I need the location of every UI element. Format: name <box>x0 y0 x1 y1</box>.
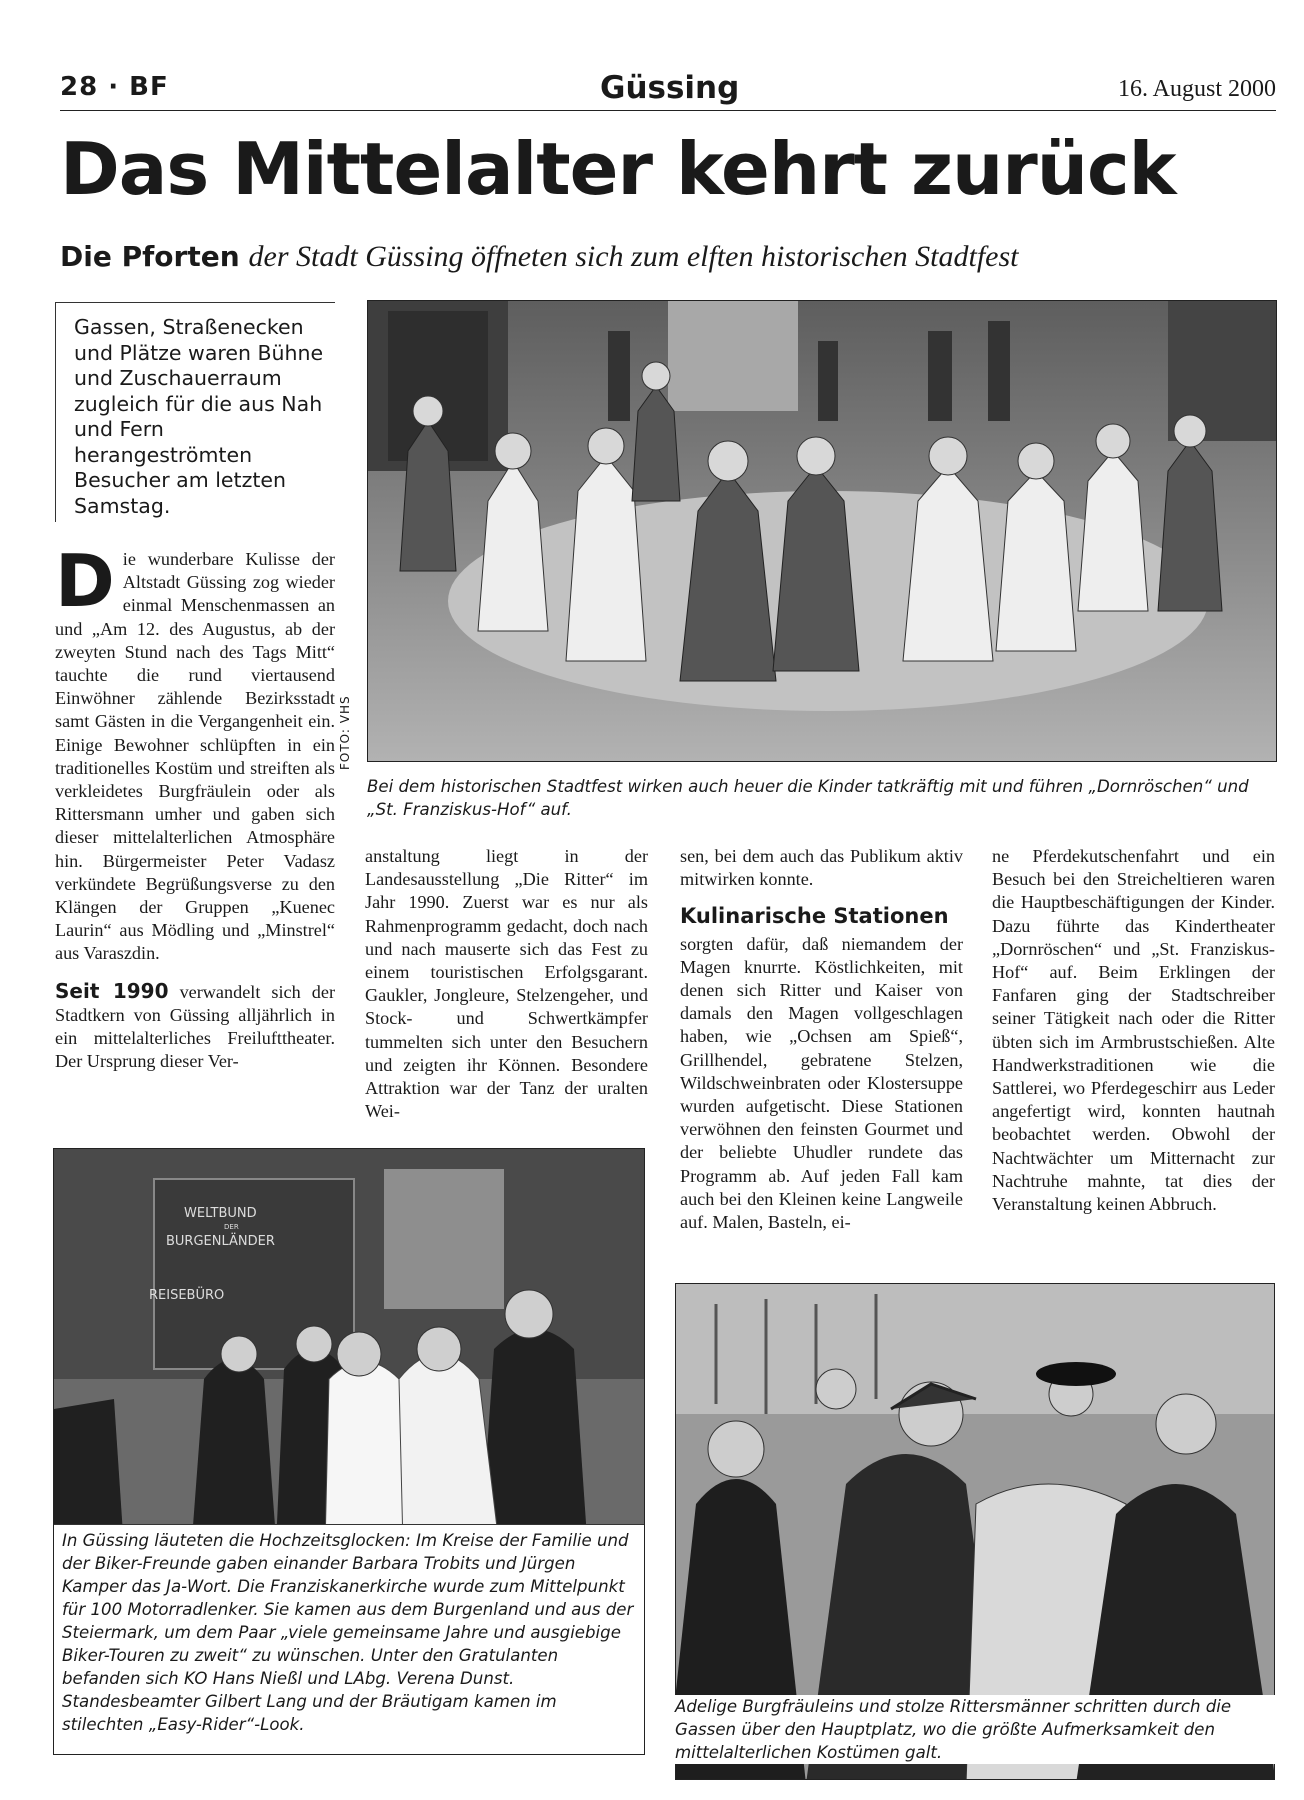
sign-line-2: DER <box>224 1223 239 1231</box>
drop-cap: D <box>55 539 115 623</box>
column-3-text: sorgten dafür, daß niemandem der Magen knurrte. Köstlichkeiten, mit denen sich Ritter und Kaiser von damals den Magen vollgeschlagen haben, wie „Ochsen am Spieß“, Grillhendel, gebratene Stelzen, Wildschweinbraten oder Klostersuppe wurden aufgetischt. Diese Stationen verwöhnen den feinsten Gourmet und der beliebte Uhudler rundete das Programm ab. Auf jeden Fall kam auch bei den Kleinen keine Langweile auf. Malen, Basteln, ei- <box>680 933 963 1233</box>
column-2-text: anstaltung liegt in der Landesausstellung „Die Ritter“ im Jahr 1990. Zuerst war es nur als Rahmenprogramm gedacht, doch nach und nach mauserte sich das Fest zu einem touristischen Erfolgsgarant. Gaukler, Jongleure, Stelzengeher, und Stock- und Schwertkämpfer tummelten sich unter den Besuchern und zeigten ihr Können. Besondere Attraktion war der Tanz der uralten Wei- <box>365 846 648 1122</box>
article-column-2 <box>365 845 648 1123</box>
section-title: Güssing <box>600 70 740 106</box>
page-number: 28 · BF <box>60 72 169 102</box>
sign-line-3: BURGENLÄNDER <box>166 1234 275 1249</box>
photo-credit: FOTO: VHS <box>338 695 352 770</box>
photo-top-caption: Bei dem historischen Stadtfest wirken auch heuer die Kinder tatkräftig mit und führen „Dornröschen“ und „St. Franziskus-Hof“ auf. <box>367 777 1249 819</box>
sign-line-4: REISEBÜRO <box>149 1288 225 1303</box>
subheadline <box>60 240 1276 274</box>
column-3-lead: sen, bei dem auch das Publikum aktiv mitwirken konnte. <box>680 846 963 890</box>
subhead-rest: der Stadt Güssing öffneten sich zum elften historischen Stadtfest <box>248 240 1019 273</box>
sign-line-1: WELTBUND <box>184 1206 257 1221</box>
article-column-4 <box>992 845 1275 1216</box>
section-heading: Kulinarische Stationen <box>680 904 949 929</box>
photo-nobles-caption: Adelige Burgfräuleins und stolze Rittersmänner schritten durch die Gassen über den Hauptplatz, wo die größte Aufmerksamkeit den mittelalterlichen Kostümen galt. <box>675 1695 1275 1764</box>
subhead-lead: Die Pforten <box>60 240 240 273</box>
paragraph-2-text: verwandelt sich der Stadtkern von Güssing alljährlich in ein mittelalterliches Freilufttheater. Der Ursprung dieser Ver- <box>55 981 335 1072</box>
headline: Das Mittelalter kehrt zurück <box>60 127 1176 211</box>
photo-wedding-caption: In Güssing läuteten die Hochzeitsglocken: Im Kreise der Familie und der Biker-Freunde gaben einander Barbara Trobits und Jürgen Kamper das Ja-Wort. Die Franziskanerkirche wurde zum Mittelpunkt für 100 Motorradlenker. Sie kamen aus dem Burgenland und aus der Steiermark, um dem Paar „viele gemeinsame Jahre und ausgiebige Biker-Touren zu zweit“ zu wünschen. Unter den Gratulanten befanden sich KO Hans Nießl und LAbg. Verena Dunst. Standesbeamter Gilbert Lang und der Bräutigam kamen im stilechten „Easy-Rider“-Look. <box>53 1524 645 1755</box>
article-column-3 <box>680 845 963 1234</box>
issue-date: 16. August 2000 <box>1117 76 1276 102</box>
photo-wedding <box>53 1148 645 1755</box>
article-column-1 <box>55 539 335 1073</box>
masthead <box>60 70 1276 111</box>
photo-children-dance <box>367 300 1277 762</box>
column-4-text: ne Pferdekutschenfahrt und ein Besuch bei den Streicheltieren waren die Hauptbeschäftigungen der Kinder. Dazu führte das Kindertheater „Dornröschen“ und „St. Franziskus-Hof“ auf. Beim Erklingen der Fanfaren ging der Stadtschreiber seiner Tätigkeit nach oder die Ritter übten sich im Armbrustschießen. Alte Handwerkstraditionen wie die Sattlerei, wo Pferdegeschirr aus Leder angefertigt wird, konnten hautnah beobachtet werden. Obwohl der Nachtwächter um Mitternacht zur Nachtruhe mahnte, tat dies der Veranstaltung keinen Abbruch. <box>992 846 1275 1215</box>
intro-box: Gassen, Straßenecken und Plätze waren Bühne und Zuschauerraum zugleich für die aus Nah und Fern herangeströmten Besucher am letzten Samstag. <box>55 302 335 522</box>
run-in-heading: Seit 1990 <box>55 978 169 1003</box>
paragraph-1 <box>55 539 335 966</box>
paragraph-2 <box>55 980 335 1074</box>
paragraph-1-text: ie wunderbare Kulisse der Altstadt Güssing zog wieder einmal Menschenmassen an und „Am 12. des Augustus, ab der zweyten Stund nach des Tags Mitt“ tauchte die rund viertausend Einwöhner zählende Bezirksstadt samt Gästen in die Vergangenheit ein. Einige Bewohner schlüpften in ein traditionelles Kostüm und streiften als verkleidetes Burgfräulein oder als Rittersmann umher und gaben sich dieser mittelalterlichen Atmosphäre hin. Bürgermeister Peter Vadasz verkündete Begrüßungsverse zu den Klängen der Gruppen „Kuenec Laurin“ aus Mödling und „Minstrel“ aus Varaszdin. <box>55 549 335 964</box>
children-dance-image <box>368 301 1276 761</box>
